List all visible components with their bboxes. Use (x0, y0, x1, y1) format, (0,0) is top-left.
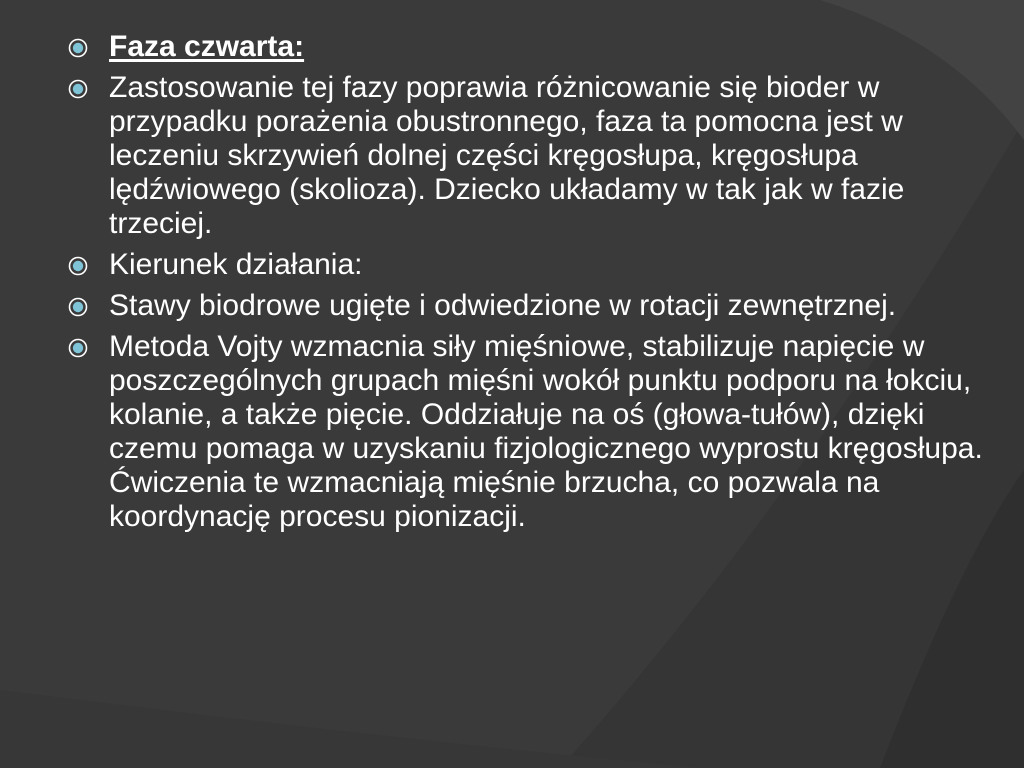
bullet-item (68, 71, 988, 241)
bullet-item (68, 289, 988, 323)
circle-target-icon (68, 79, 88, 99)
bullet-item (68, 330, 988, 534)
bullet-text-heading: Faza czwarta: (109, 30, 305, 63)
bullet-text: Metoda Vojty wzmacnia siły mięśniowe, stabilizuje napięcie w poszczególnych grupach mięśni wokół punktu podporu na łokciu, kolanie, a także pięcie. Oddziałuje na oś (głowa-tułów), dzięki czemu pomaga w uzyskaniu fizjologicznego wyprostu kręgosłupa. Ćwiczenia te wzmacniają mięśnie brzucha, co pozwala na koordynację procesu pionizacji. (109, 330, 983, 533)
circle-target-icon (68, 38, 88, 58)
bullet-text: Stawy biodrowe ugięte i odwiedzione w rotacji zewnętrznej. (109, 289, 897, 322)
bullet-item-heading (68, 30, 988, 64)
circle-target-icon (68, 256, 88, 276)
bullet-list (68, 30, 988, 534)
bullet-text: Kierunek działania: (109, 248, 363, 281)
bullet-text: Zastosowanie tej fazy poprawia różnicowanie się bioder w przypadku porażenia obustronnego, faza ta pomocna jest w leczeniu skrzywień dolnej części kręgosłupa, kręgosłupa lędźwiowego (skolioza). Dziecko układamy w tak jak w fazie trzeciej. (109, 71, 905, 240)
circle-target-icon (68, 297, 88, 317)
bullet-item (68, 248, 988, 282)
slide-content (68, 30, 988, 541)
circle-target-icon (68, 338, 88, 358)
